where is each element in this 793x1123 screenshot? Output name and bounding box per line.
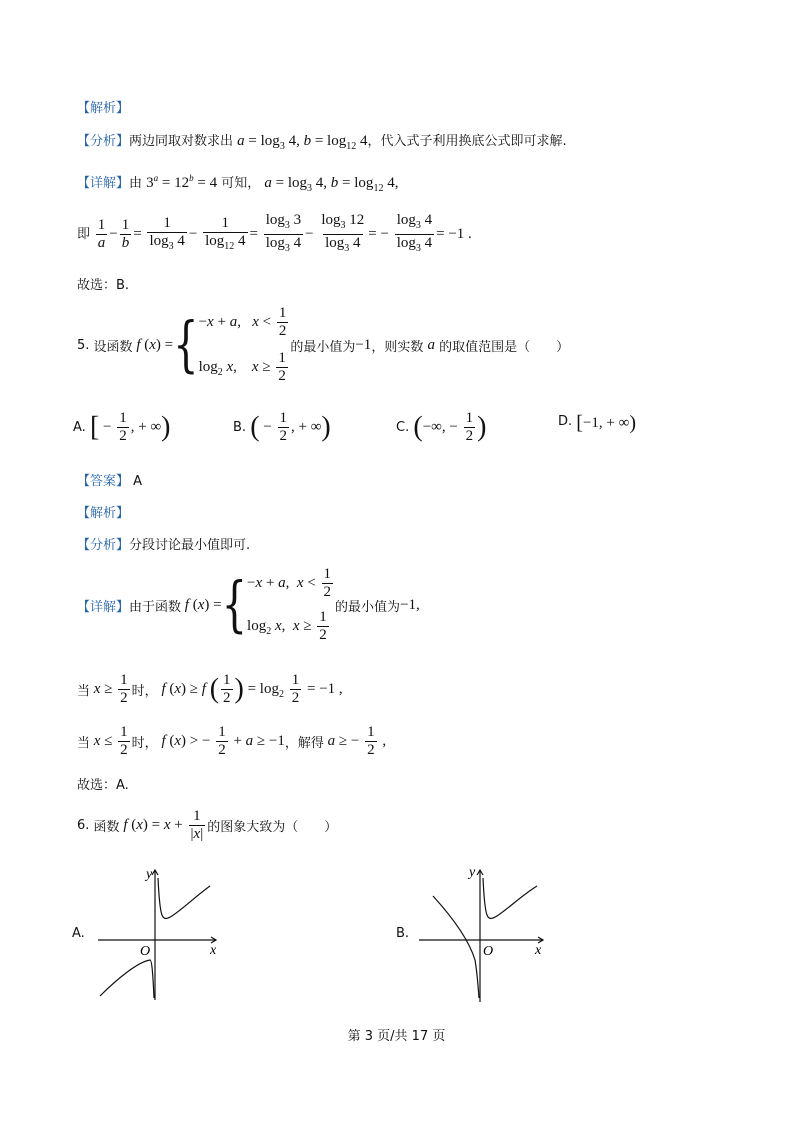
q5-option-b-value: ( − $\frac{1}{2}$ , + ∞) <box>250 410 331 444</box>
analysis-tag: 【解析】 <box>77 101 130 116</box>
q5-option-d-label: D. <box>558 413 573 429</box>
svg-text:O: O <box>140 944 151 959</box>
q4-xiangjie-text-a: 由 <box>129 176 143 191</box>
q5-fenxi-line <box>77 534 250 553</box>
q5-case2-cond: x ≤ $\frac{1}{2}$ <box>93 724 128 758</box>
q5-xiangjie-min: −1, <box>400 596 420 613</box>
q5-case2-when: 当 <box>77 736 91 751</box>
analysis-tag-2: 【解析】 <box>77 506 130 521</box>
q5-min-value: −1 <box>355 336 372 353</box>
q4-xiangjie-formula: $a = \log_3 4$, $b = \log_{12} 4$, <box>264 175 399 194</box>
q5-option-a-label: A. <box>73 419 86 435</box>
q6-stem-b: 的图象大致为（ ） <box>207 820 338 835</box>
q5-option-c-value: (−∞, − $\frac{1}{2}$ ) <box>413 410 487 444</box>
q5-var-a: a <box>427 336 435 353</box>
q5-case1-when: 当 <box>77 684 91 699</box>
q5-case1-eq: f (x) ≥ f ( $\frac{1}{2}$ ) = $\log_2$ $\frac{1}{2}$ = −1 , <box>161 672 343 706</box>
q5-option-c-label: C. <box>396 419 410 435</box>
q5-xiangjie-function: f ( x ) = { −x + a, x < $\frac{1}{2}$ $\log_2 x$, x ≥ $\frac{1}{2}$ <box>184 566 332 643</box>
q5-answer-value: A <box>133 474 143 489</box>
q5-case2-jiede: ，解得 <box>284 736 324 751</box>
svg-text:x: x <box>535 943 542 958</box>
q4-answer: 故选：B. <box>77 278 130 293</box>
q4-xiangjie-eq: $3^a = 12^b = 4$ <box>146 173 218 191</box>
q5-stem-c: ，则实数 <box>371 339 424 355</box>
q4-xiangjie-line <box>77 172 398 194</box>
q5-case1-line <box>77 672 343 707</box>
xiangjie-tag: 【详解】 <box>77 176 130 191</box>
q5-option-c[interactable] <box>396 410 486 445</box>
q5-case1-cond: x ≥ $\frac{1}{2}$ <box>93 672 128 706</box>
q4-fenxi-formula: $a = \log_3 4$, $b = \log_{12} 4$ <box>237 133 368 152</box>
q4-fenxi-line <box>77 130 567 152</box>
q5-stem-a: 设函数 <box>93 339 133 355</box>
q5-case2-line <box>77 724 386 759</box>
q5-stem-d: 的取值范围是（ ） <box>439 339 570 355</box>
q4-fenxi-text-a: 两边同取对数求出 <box>129 134 234 149</box>
q6-graph-a <box>88 860 228 1010</box>
svg-text:x: x <box>210 943 217 958</box>
page-footer: 第 3 页/共 17 页 <box>347 1029 446 1044</box>
svg-text:y: y <box>146 867 153 882</box>
q5-option-d[interactable] <box>558 410 636 433</box>
q5-option-a-value: [ − $\frac{1}{2}$ , + ∞) <box>89 410 171 444</box>
q5-case2-result: a ≥ − $\frac{1}{2}$ , <box>327 724 387 758</box>
q5-case1-shi: 时， <box>131 684 158 699</box>
q5-xiangjie-line <box>77 566 420 644</box>
svg-text:O: O <box>483 944 494 959</box>
q6-option-b-label[interactable]: B. <box>396 926 410 941</box>
q5-option-a[interactable] <box>73 410 170 445</box>
q5-case2-shi: 时， <box>131 736 158 751</box>
q6-stem-a: 函数 <box>93 820 120 835</box>
q4-derivation: $\frac{1}{a}$ − $\frac{1}{b}$ = $\frac{1}{\log_3 4}$ − $\frac{1}{\log_{12} 4}$ = $\frac{\log_3 3}{\log_3 4}$ − $\frac{\log_3 12}{\log_3 4}$ = − $\frac{\log_3 4}{\log_3 4}$ = −1 . <box>90 226 472 242</box>
q5-answer: 故选：A. <box>77 778 129 793</box>
q5-case2-eq: f (x) > − $\frac{1}{2}$ + a ≥ −1 <box>161 724 285 758</box>
q5-stem-b: 的最小值为 <box>290 339 356 355</box>
q5-answer-line <box>77 470 142 489</box>
q5-option-d-value: [−1, + ∞) <box>576 412 637 434</box>
fenxi-tag-2: 【分析】 <box>77 538 130 553</box>
q6-option-a-label[interactable]: A. <box>72 926 85 941</box>
answer-tag: 【答案】 <box>77 474 130 489</box>
q5-number: 5. <box>77 337 90 353</box>
q5-fenxi-text: 分段讨论最小值即可. <box>129 538 251 553</box>
q6-number: 6. <box>77 818 90 833</box>
q5-stem <box>77 305 569 385</box>
q5-xiangjie-text-b: 的最小值为 <box>335 599 401 615</box>
q4-ji: 即 <box>77 226 91 242</box>
q4-xiangjie-text-b: 可知， <box>221 176 261 191</box>
q6-graph-b <box>413 860 553 1010</box>
q6-stem <box>77 808 337 843</box>
q4-derivation-line <box>77 212 472 257</box>
fenxi-tag: 【分析】 <box>77 134 130 149</box>
q5-xiangjie-text-a: 由于函数 <box>129 599 182 615</box>
q4-fenxi-text-b: ，代入式子利用换底公式即可求解. <box>367 134 567 149</box>
xiangjie-tag-2: 【详解】 <box>77 599 130 615</box>
svg-text:y: y <box>469 865 476 880</box>
q5-option-b[interactable] <box>233 410 331 445</box>
q5-function: f ( x ) = { −x + a, x < $\frac{1}{2}$ $\log_2 x$, x ≥ $\frac{1}{2}$ <box>136 305 287 384</box>
q6-function: f (x) = x + $\frac{1}{|x|}$ <box>123 808 204 842</box>
q5-option-b-label: B. <box>233 419 247 435</box>
